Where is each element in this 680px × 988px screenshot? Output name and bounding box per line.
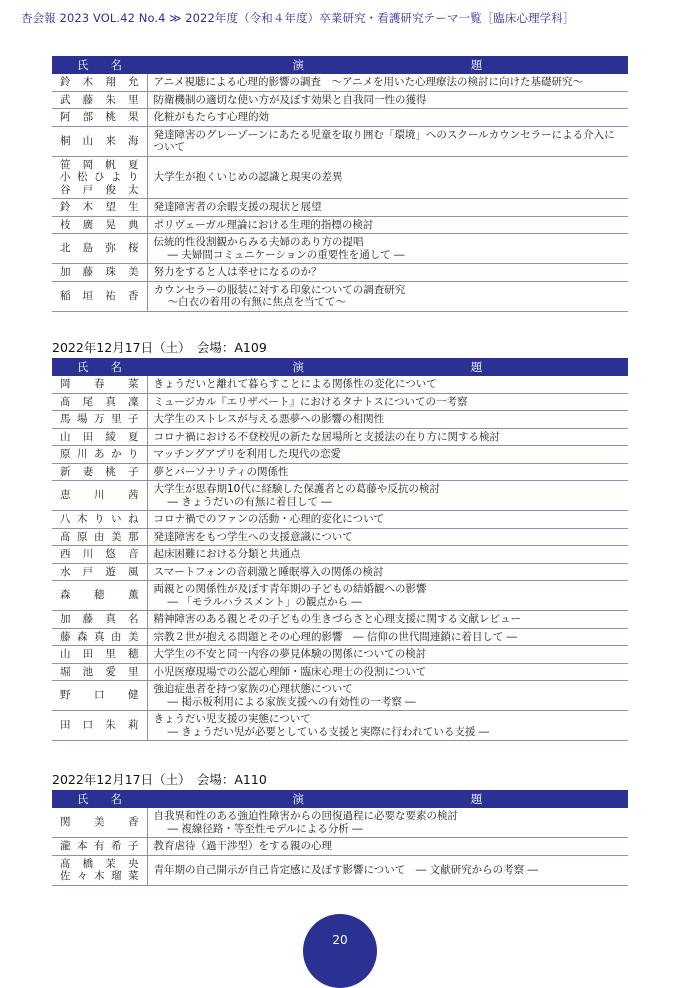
table-row — [52, 234, 628, 264]
thesis-title-cell — [147, 855, 628, 885]
author-name: 原川あかり — [52, 446, 147, 464]
table-row — [52, 581, 628, 611]
running-header: 杏会報 2023 VOL.42 No.4 ≫ 2022年度（令和４年度）卒業研究・看護研究テーマ一覧［臨床心理学科］ — [21, 11, 575, 25]
thesis-title-cell — [147, 546, 628, 564]
thesis-title: ミュージカル『エリザベート』におけるタナトスについての一考察 — [153, 395, 468, 408]
table-row — [52, 428, 628, 446]
session-title: 2022年12月17日（土） 会場：A110 — [52, 772, 267, 787]
thesis-title: 化粧がもたらす心理的効 — [153, 111, 269, 123]
thesis-title-cell — [147, 511, 628, 529]
header-title — [147, 56, 628, 74]
thesis-subtitle: ― 掲示板利用による家族支援への有効性の一考察 ― — [167, 695, 416, 708]
author-name: 馬場万里子 — [52, 411, 147, 429]
table-row — [52, 411, 628, 429]
author-name: 加藤真名 — [52, 611, 147, 629]
thesis-title-cell — [147, 428, 628, 446]
author-name: 鈴木望生 — [52, 199, 147, 217]
thesis-title-cell — [147, 481, 628, 511]
thesis-title-cell — [147, 711, 628, 741]
table-row — [52, 109, 628, 127]
section-thesis-list-1 — [52, 56, 628, 312]
author-name: 阿部桃果 — [52, 109, 147, 127]
thesis-title: 強迫症患者を持つ家族の心理状態について — [153, 683, 353, 695]
table-row — [52, 646, 628, 664]
thesis-title-cell — [147, 411, 628, 429]
author-name: 西川悠音 — [52, 546, 147, 564]
table-row — [52, 199, 628, 217]
thesis-subtitle: ― きょうだいの有無に着目して ― — [167, 495, 332, 508]
thesis-title-cell — [147, 808, 628, 838]
table-row — [52, 91, 628, 109]
table-row — [52, 511, 628, 529]
thesis-title: 努力をすると人は幸せになるのか？ — [153, 266, 322, 278]
table-row — [52, 156, 628, 199]
table-row — [52, 463, 628, 481]
author-name: 桐山来海 — [52, 126, 147, 156]
thesis-title-cell — [147, 446, 628, 464]
author-name: 野口健 — [52, 681, 147, 711]
thesis-title: きょうだい児支援の実態について — [153, 713, 311, 725]
table-row — [52, 264, 628, 282]
table-row — [52, 628, 628, 646]
page-number: 20 — [303, 914, 377, 988]
thesis-title: 宗教２世が抱える問題とその心理的影響 ― 信仰の世代間連鎖に着目して ― — [153, 630, 518, 643]
header-title-right: 題 — [470, 360, 483, 374]
thesis-title: 大学生が抱くいじめの認識と現実の差異 — [153, 171, 343, 183]
table-row — [52, 681, 628, 711]
thesis-title-cell — [147, 663, 628, 681]
author-name: 加藤珠美 — [52, 264, 147, 282]
header-title-left: 演 — [292, 792, 305, 806]
session-title: 2022年12月17日（土） 会場：A109 — [52, 340, 267, 355]
thesis-title-cell — [147, 611, 628, 629]
author-name: 恵川茜 — [52, 481, 147, 511]
thesis-title: 教育虐待（過干渉型）をする親の心理 — [153, 840, 332, 852]
author-name: 田口朱莉 — [52, 711, 147, 741]
thesis-title-cell — [147, 393, 628, 411]
thesis-table — [52, 56, 628, 312]
thesis-title: 起床困難における分類と共通点 — [153, 548, 301, 560]
thesis-subtitle: ― きょうだい児が必要としている支援と実際に行われている支援 ― — [167, 725, 490, 738]
author-name: 北島弥桜 — [52, 234, 147, 264]
thesis-title: 大学生の不安と同一内容の夢見体験の関係についての検討 — [153, 648, 427, 660]
author-name: 岡春菜 — [52, 376, 147, 393]
table-row — [52, 376, 628, 393]
author-name: 山田里穂 — [52, 646, 147, 664]
author-name: 藤森真由美 — [52, 628, 147, 646]
thesis-title-cell — [147, 109, 628, 127]
thesis-title-cell — [147, 646, 628, 664]
author-name: 笹岡帆夏 小松ひより 谷戸俊太 — [52, 156, 147, 199]
author-name: 関美香 — [52, 808, 147, 838]
author-name: 山田綾夏 — [52, 428, 147, 446]
section-thesis-list-a110 — [52, 770, 628, 886]
table-row — [52, 528, 628, 546]
header-title-right: 題 — [470, 792, 483, 806]
thesis-title-cell — [147, 199, 628, 217]
table-row — [52, 74, 628, 91]
thesis-table — [52, 358, 628, 741]
thesis-title: 夢とパーソナリティの関係性 — [153, 465, 289, 478]
thesis-title-cell — [147, 126, 628, 156]
author-name: 森穂薫 — [52, 581, 147, 611]
table-row — [52, 393, 628, 411]
author-name: 新妻桃子 — [52, 463, 147, 481]
thesis-title: ポリヴェーガル理論における生理的指標の検討 — [153, 218, 374, 231]
thesis-title: スマートフォンの音刺激と睡眠導入の関係の検討 — [153, 565, 384, 578]
table-row — [52, 563, 628, 581]
thesis-subtitle: ― 複線径路・等至性モデルによる分析 ― — [167, 822, 363, 835]
header-title-left: 演 — [292, 58, 305, 72]
thesis-title: コロナ禍でのファンの活動・心理的変化について — [153, 513, 385, 525]
table-row — [52, 546, 628, 564]
table-row — [52, 838, 628, 856]
table-row — [52, 808, 628, 838]
author-name: 瀧本有希子 — [52, 838, 147, 856]
thesis-title-cell — [147, 581, 628, 611]
header-title-right: 題 — [470, 58, 483, 72]
thesis-title-cell — [147, 528, 628, 546]
table-row — [52, 446, 628, 464]
thesis-title-cell — [147, 281, 628, 311]
thesis-title-cell — [147, 628, 628, 646]
thesis-title: 小児医療現場での公認心理師・臨床心理士の役割について — [153, 665, 427, 678]
thesis-subtitle: ～白衣の着用の有無に焦点を当てて～ — [167, 296, 346, 308]
header-name: 氏名 — [52, 358, 147, 376]
thesis-title: きょうだいと離れて暮らすことによる関係性の変化について — [153, 378, 437, 390]
thesis-title: 両親との関係性が及ぼす青年期の子どもの結婚観への影響 — [153, 583, 427, 595]
header-title — [147, 790, 628, 808]
author-name: 稲垣祐香 — [52, 281, 147, 311]
author-name: 堀池愛里 — [52, 663, 147, 681]
table-row — [52, 611, 628, 629]
author-name: 髙尾真凜 — [52, 393, 147, 411]
thesis-title: 防衛機制の適切な使い方が及ぼす効果と自我同一性の獲得 — [153, 93, 427, 106]
thesis-table — [52, 790, 628, 886]
author-name: 髙橋茉央 佐々木瑠菜 — [52, 855, 147, 885]
author-name: 八木りいね — [52, 511, 147, 529]
author-name: 武藤朱里 — [52, 91, 147, 109]
thesis-title: 大学生のストレスが与える悪夢への影響の相関性 — [153, 413, 385, 425]
thesis-title-cell — [147, 91, 628, 109]
table-row — [52, 711, 628, 741]
thesis-title: 自我異和性のある強迫性障害からの回復過程に必要な要素の検討 — [153, 810, 458, 822]
table-row — [52, 481, 628, 511]
thesis-title-cell — [147, 838, 628, 856]
thesis-title-cell — [147, 74, 628, 91]
thesis-title: 大学生が思春期10代に経験した保護者との葛藤や反抗の検討 — [153, 483, 440, 495]
thesis-title-cell — [147, 563, 628, 581]
table-header-row — [52, 790, 628, 808]
author-name: 鈴木翔允 — [52, 74, 147, 91]
thesis-title-cell — [147, 264, 628, 282]
table-header-row — [52, 358, 628, 376]
table-row — [52, 216, 628, 234]
thesis-title: 青年期の自己開示が自己肯定感に及ぼす影響について ― 文献研究からの考察 ― — [153, 863, 538, 876]
thesis-title: 精神障害のある親とその子どもの生きづらさと心理支援に関する文献レビュー — [153, 613, 521, 625]
section-thesis-list-a109 — [52, 338, 628, 741]
header-title — [147, 358, 628, 376]
thesis-title-cell — [147, 376, 628, 393]
thesis-subtitle: ― 夫婦間コミュニケーションの重要性を通して ― — [167, 248, 405, 261]
header-title-left: 演 — [292, 360, 305, 374]
thesis-title: 発達障害者の余暇支援の現状と展望 — [153, 201, 322, 213]
thesis-title: 伝統的性役割観からみる夫婦のあり方の提唱 — [153, 236, 364, 248]
thesis-title: カウンセラーの服装に対する印象についての調査研究 — [153, 283, 406, 296]
thesis-title: コロナ禍における不登校児の新たな居場所と支援法の在り方に関する検討 — [153, 430, 500, 443]
thesis-title-cell — [147, 216, 628, 234]
thesis-title: アニメ視聴による心理的影響の調査 ～アニメを用いた心理療法の検討に向けた基礎研究～ — [153, 76, 583, 88]
thesis-title: マッチングアプリを利用した現代の恋愛 — [153, 448, 341, 460]
header-name: 氏名 — [52, 56, 147, 74]
author-name: 髙原由美那 — [52, 528, 147, 546]
thesis-title: 発達障害をもつ学生への支援意識について — [153, 530, 353, 543]
thesis-title-cell — [147, 234, 628, 264]
author-name: 枝廣晃典 — [52, 216, 147, 234]
thesis-title-cell — [147, 156, 628, 199]
thesis-title-cell — [147, 681, 628, 711]
table-header-row — [52, 56, 628, 74]
thesis-subtitle: ― 「モラルハラスメント」の観点から ― — [167, 595, 362, 608]
table-row — [52, 663, 628, 681]
table-row — [52, 281, 628, 311]
thesis-title-cell — [147, 463, 628, 481]
header-name: 氏名 — [52, 790, 147, 808]
table-row — [52, 855, 628, 885]
table-row — [52, 126, 628, 156]
author-name: 水戸遊風 — [52, 563, 147, 581]
thesis-title: 発達障害のグレーゾーンにあたる児童を取り囲む「環境」へのスクールカウンセラーによる介入について — [153, 128, 615, 153]
